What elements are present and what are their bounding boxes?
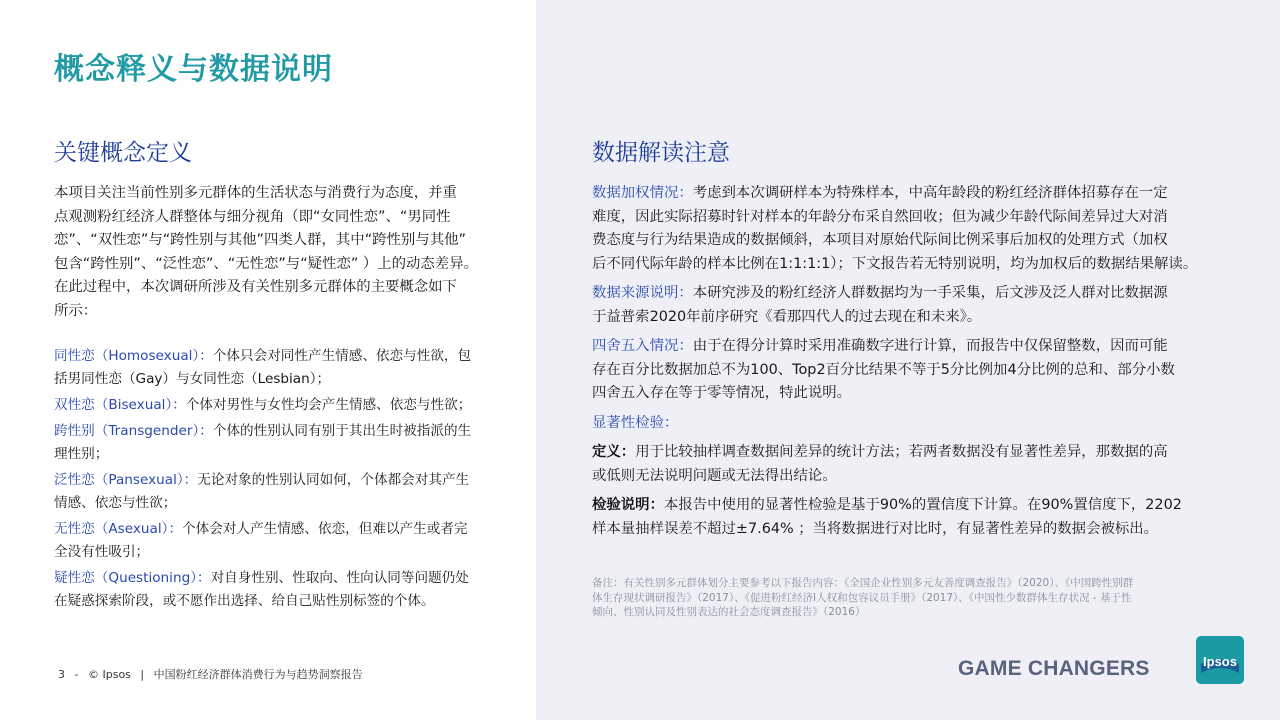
page-title: 概念释义与数据说明 [54,52,333,87]
key-concepts-heading: 关键概念定义 [54,140,192,166]
definition-questioning [54,567,506,613]
definition-homosexual [54,345,506,391]
definition-asexual [54,518,506,564]
key-concepts-column [54,134,506,616]
definition-text: 个体只会对同性产生情感、依恋与性欲，包 [212,348,472,364]
page-number: 3 [58,668,65,681]
ipsos-logo [1196,636,1244,684]
definition-transgender [54,420,506,466]
significance-heading [592,412,1244,436]
paragraph-line: 难度，因此实际招募时针对样本的年龄分布采自然回收；但为减少年龄代际间差异过大对消 [592,208,1168,225]
definition-term: 同性恋（Homosexual）： [54,348,213,364]
note-line: 倾向、性别认同及性别表达的社会态度调查报告》（2016） [592,606,866,618]
intro-line: 包含“跨性别”、“泛性恋”、“无性恋”与“疑性恋” ）上的动态差异。 [54,255,478,272]
definition-text: 对自身性别、性取向、性向认同等问题仍处 [210,570,469,586]
key-concepts-intro [54,182,506,323]
definition-term: 泛性恋（Pansexual）： [54,472,198,488]
game-changers-tagline: GAME CHANGERS [958,657,1150,680]
note-line: 备注：有关性别多元群体划分主要参考以下报告内容：《全国企业性别多元友善度调查报告》（2020）、《中国跨性别群 [592,577,1134,589]
report-title: 中国粉红经济群体消费行为与趋势洞察报告 [153,668,363,681]
definition-text: 全没有性吸引； [54,544,150,560]
definition-paragraph [592,441,1244,488]
paragraph-line: 由于在得分计算时采用准确数字进行计算，而报告中仅保留整数，因而可能 [692,338,1168,354]
paragraph-line: 后不同代际年龄的样本比例在1:1:1:1）；下文报告若无特别说明，均为加权后的数据结果解读。 [592,255,1198,272]
footer-dash: - [74,668,79,681]
rounding-paragraph [592,335,1244,406]
data-notes-heading: 数据解读注意 [592,140,730,166]
definition-text: 括男同性恋（Gay）与女同性恋（Lesbian）； [54,371,331,387]
definition-text: 情感、依恋与性欲； [54,495,177,511]
intro-line: 恋”、“双性恋”与“跨性别与其他”四类人群，其中“跨性别与其他” [54,232,466,248]
paragraph-line: 于益普索2020年前序研究《看那四代人的过去现在和未来》。 [592,308,982,325]
note-line: 体生存现状调研报告》（2017）、《促进粉红经济I人权和包容议员手册》（2017）、《中国性少数群体生存状况 - 基于性 [592,591,1132,604]
source-label: 数据来源说明： [592,285,693,301]
paragraph-line: 或低则无法说明问题或无法得出结论。 [592,467,837,484]
definition-term: 跨性别（Transgender）： [54,423,213,439]
test-paragraph [592,494,1244,541]
paragraph-line: 考虑到本次调研样本为特殊样本，中高年龄段的粉红经济群体招募存在一定 [692,185,1168,201]
paragraph-line: 四舍五入存在等于零等情况，特此说明。 [592,385,852,401]
paragraph-line: 存在百分比数据加总不为100、Top2百分比结果不等于5分比例加4分比例的总和、部分小数 [592,361,1175,378]
intro-line: 在此过程中，本次调研所涉及有关性别多元群体的主要概念如下 [54,279,457,295]
paragraph-line: 用于比较抽样调查数据间差异的统计方法；若两者数据没有显著性差异，那数据的高 [635,444,1168,460]
copyright: © Ipsos [87,668,131,681]
definition-term: 无性恋（Asexual）： [54,521,183,537]
significance-label: 显著性检验： [592,414,679,431]
rounding-label: 四舍五入情况： [592,338,693,354]
ipsos-logo-text: Ipsos [1203,654,1237,669]
definition-label: 定义： [592,444,636,460]
definition-pansexual [54,469,506,515]
definition-term: 双性恋（Bisexual）： [54,397,186,413]
reference-note [592,576,1232,620]
intro-line: 本项目关注当前性别多元群体的生活状态与消费行为态度，并重 [54,185,457,201]
data-notes-column [592,134,1244,547]
footer [58,666,369,682]
definition-bisexual [54,394,506,417]
intro-line: 所示： [54,302,98,319]
definition-text: 无论对象的性别认同如何，个体都会对其产生 [197,472,470,488]
definition-text: 理性别； [54,446,109,462]
definition-text: 在疑惑探索阶段，或不愿作出选择、给自己贴性别标签的个体。 [54,593,435,609]
definition-text: 个体会对人产生情感、依恋，但难以产生或者完 [182,521,468,537]
intro-line: 点观测粉红经济人群整体与细分视角（即“女同性恋”、“男同性 [54,208,451,225]
weighting-label: 数据加权情况： [592,185,693,201]
paragraph-line: 本报告中使用的显著性检验是基于90%的置信度下计算。在90%置信度下，2202 [663,497,1182,513]
weighting-paragraph [592,182,1244,276]
paragraph-line: 样本量抽样误差不超过±7.64% ；当将数据进行对比时，有显著性差异的数据会被标出。 [592,520,1159,537]
definition-text: 个体对男性与女性均会产生情感、依恋与性欲； [185,397,472,413]
paragraph-line: 本研究涉及的粉红经济人群数据均为一手采集，后文涉及泛人群对比数据源 [692,285,1168,301]
test-label: 检验说明： [592,497,664,513]
source-paragraph [592,282,1244,329]
definition-term: 疑性恋（Questioning）： [54,570,211,586]
definition-text: 个体的性别认同有别于其出生时被指派的生 [212,423,472,439]
paragraph-line: 费态度与行为结果造成的数据倾斜，本项目对原始代际间比例采事后加权的处理方式（加权 [592,232,1168,248]
footer-separator: | [140,668,145,681]
